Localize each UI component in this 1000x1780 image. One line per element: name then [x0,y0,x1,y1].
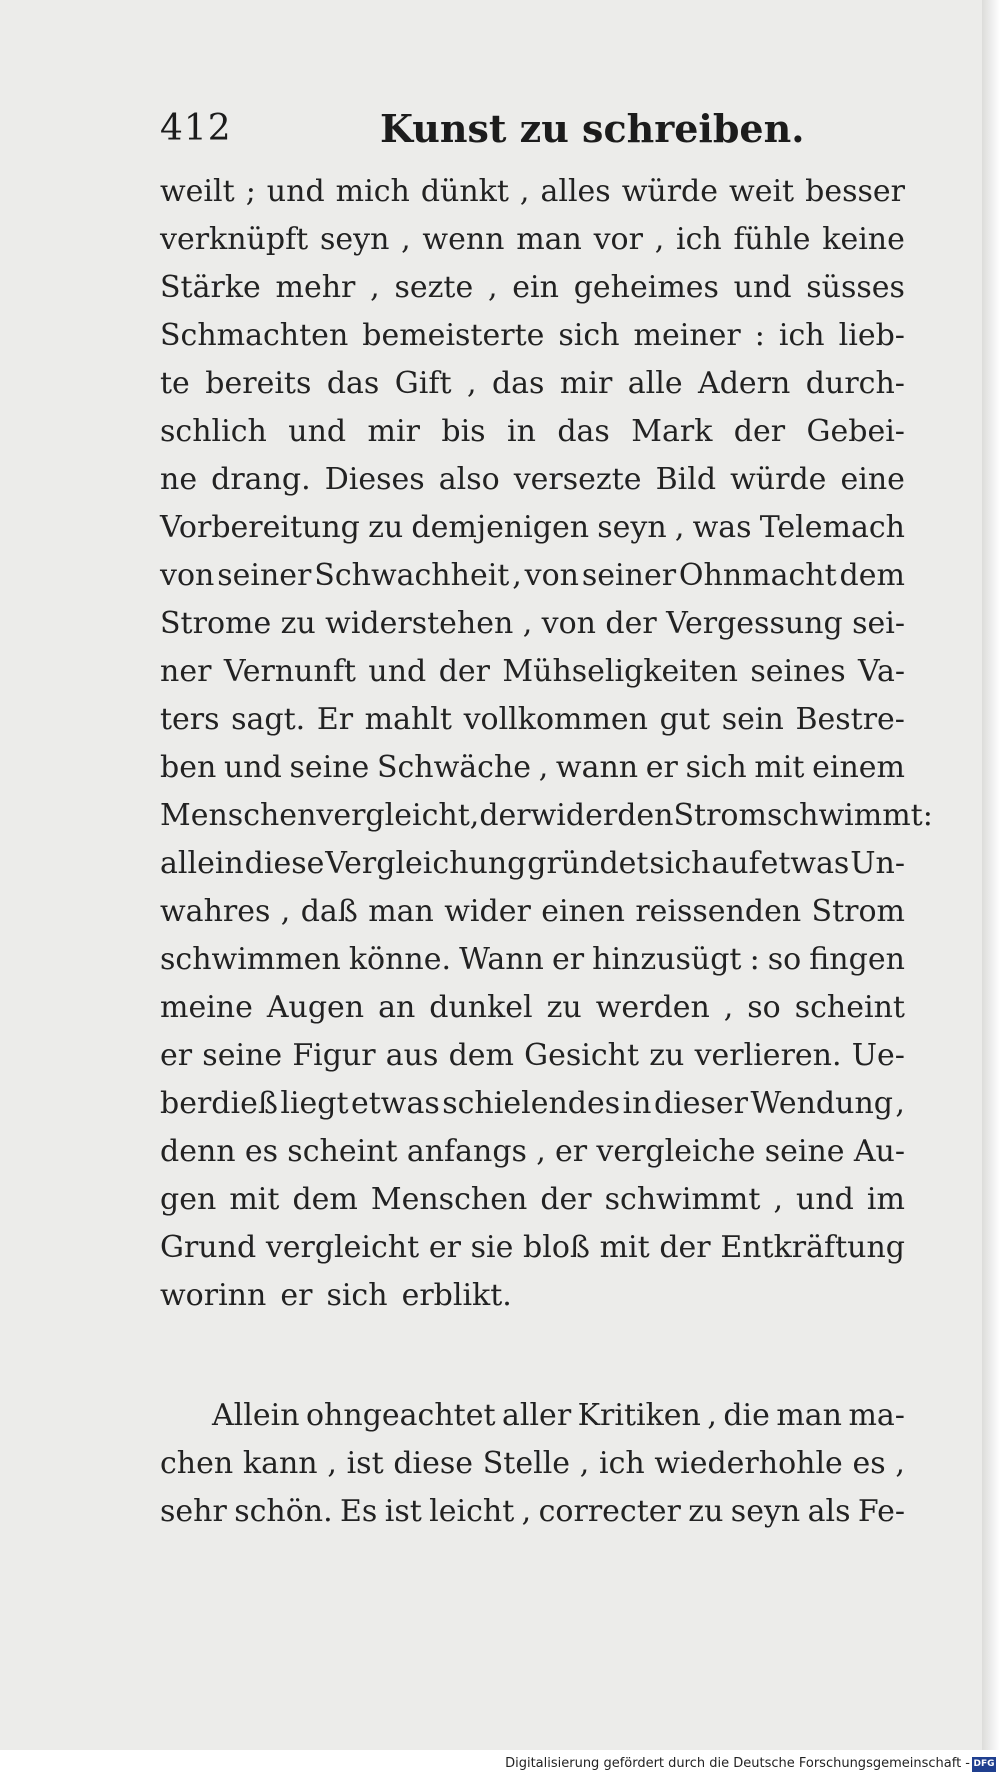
text-line: schlich und mir bis in das Mark der Gebei- [160,414,905,449]
paragraph [160,1392,905,1536]
text-line: denn es scheint anfangs , er vergleiche seine Au- [160,1134,905,1169]
text-line: Vorbereitung zu demjenigen seyn , was Telemach [160,510,905,545]
text-line: Menschen vergleicht , der wider den Strom schwimmt : [160,798,933,833]
page-edge [982,0,1000,1750]
text-line: Grund vergleicht er sie bloß mit der Entkräftung [160,1230,905,1265]
text-line: meine Augen an dunkel zu werden , so scheint [160,990,905,1025]
body-text [160,168,933,1536]
text-line: chen kann , ist diese Stelle , ich wiederhohle es , [160,1446,905,1481]
digitization-footer [0,1752,1000,1780]
paragraph [160,168,933,1320]
page-header [160,100,900,160]
text-line: weilt ; und mich dünkt , alles würde weit besser [160,174,905,209]
text-line: ne drang. Dieses also versezte Bild würde eine [160,462,905,497]
text-line: worinn er sich erblikt. [160,1278,512,1313]
text-line: berdieß liegt etwas schielendes in dieser Wendung , [160,1086,905,1121]
text-line: gen mit dem Menschen der schwimmt , und im [160,1182,905,1217]
text-line: sehr schön. Es ist leicht , correcter zu seyn als Fe- [160,1494,905,1529]
text-line: allein diese Vergleichung gründet sich auf etwas Un- [160,846,905,881]
footer-credit: Digitalisierung gefördert durch die Deutsche Forschungsgemeinschaft - [505,1756,970,1771]
text-line: er seine Figur aus dem Gesicht zu verlieren. Ue- [160,1038,905,1073]
text-line: Stärke mehr , sezte , ein geheimes und süsses [160,270,905,305]
text-line: Strome zu widerstehen , von der Vergessung sei- [160,606,905,641]
text-line: verknüpft seyn , wenn man vor , ich fühle keine [160,222,905,257]
running-title: Kunst zu schreiben. [380,106,805,151]
text-line: wahres , daß man wider einen reissenden Strom [160,894,905,929]
page-number: 412 [160,108,232,149]
text-line: Schmachten bemeisterte sich meiner : ich lieb- [160,318,905,353]
text-line: te bereits das Gift , das mir alle Adern durch- [160,366,905,401]
text-line: ters sagt. Er mahlt vollkommen gut sein Bestre- [160,702,905,737]
text-line: von seiner Schwachheit , von seiner Ohnmacht dem [160,558,905,593]
text-line: ben und seine Schwäche , wann er sich mit einem [160,750,905,785]
dfg-logo: DFG [972,1757,996,1772]
paragraph-gap [160,1320,905,1392]
text-line: ner Vernunft und der Mühseligkeiten seines Va- [160,654,905,689]
text-line: schwimmen könne. Wann er hinzusügt : so fingen [160,942,905,977]
text-line: Allein ohngeachtet aller Kritiken , die man ma- [212,1398,905,1433]
